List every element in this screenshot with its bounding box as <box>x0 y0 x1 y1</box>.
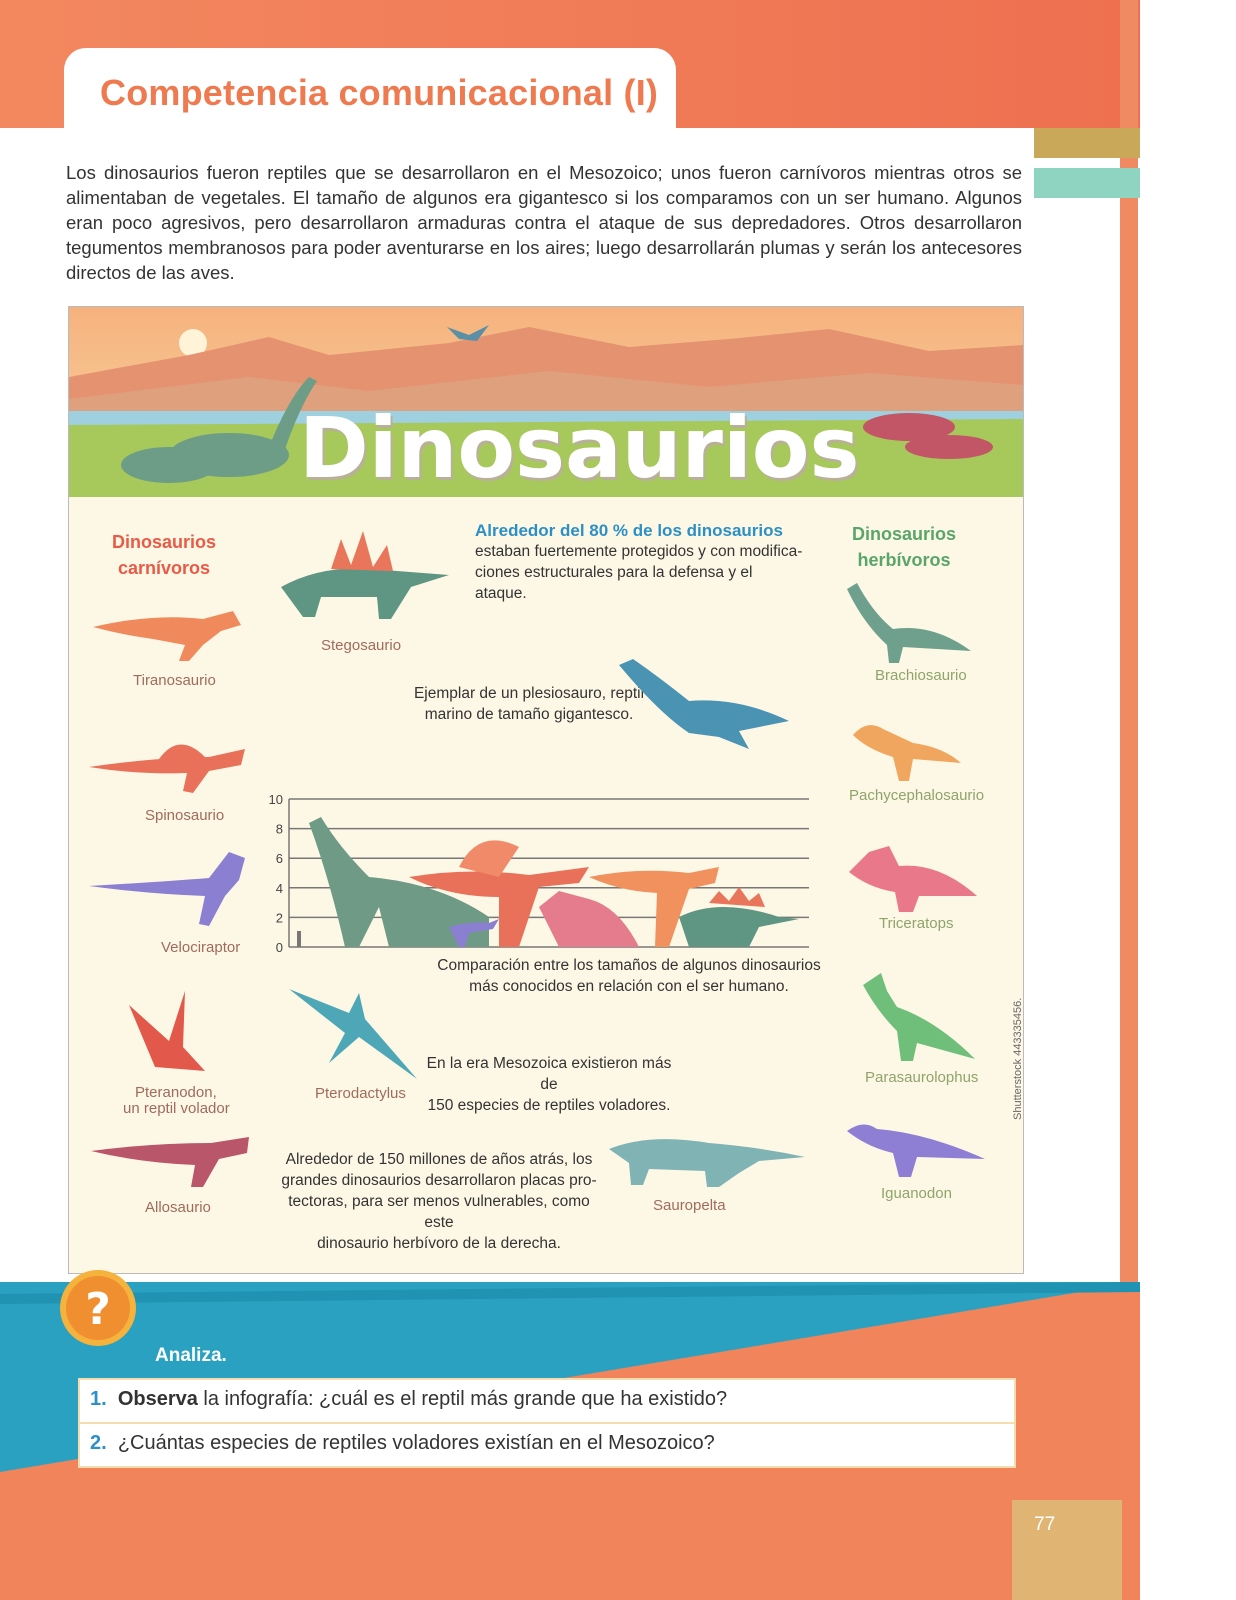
triceratops-icon <box>849 842 979 914</box>
armor-line3: tectoras, para ser menos vulnerables, como este <box>288 1193 590 1231</box>
question-2-number: 2. <box>90 1432 107 1454</box>
label-velociraptor: Velociraptor <box>161 939 241 956</box>
label-pteranodon: Pteranodon, <box>135 1084 217 1101</box>
sauropelta-icon <box>609 1133 809 1189</box>
plesiosaur-line1: Ejemplar de un plesiosauro, reptil <box>413 685 645 702</box>
label-tiranosaurio: Tiranosaurio <box>133 672 216 689</box>
page-number-box <box>1012 1500 1122 1600</box>
chart-y-ticks <box>269 792 283 955</box>
label-triceratops: Triceratops <box>879 915 954 932</box>
herbivores-heading-line1: Dinosaurios <box>851 524 957 544</box>
chart-triceratops <box>539 891 639 947</box>
label-pterodactylus: Pterodactylus <box>315 1085 406 1102</box>
decor-bar-teal <box>1034 168 1140 198</box>
y-tick-label: 6 <box>275 851 283 867</box>
page-number: 77 <box>1034 1514 1056 1535</box>
herbivores-heading <box>849 521 959 573</box>
armor-line2: grandes dinosaurios desarrollaron placas pro- <box>281 1172 597 1189</box>
label-spinosaurio: Spinosaurio <box>145 807 225 824</box>
plesiosaur-note <box>409 683 649 725</box>
allosaurus-icon <box>91 1129 251 1191</box>
label-sauropelta: Sauropelta <box>653 1197 726 1214</box>
chart-caption-line2: más conocidos en relación con el ser humano. <box>469 978 789 995</box>
tyrannosaurus-icon <box>93 605 243 665</box>
label-brachiosaurio: Brachiosaurio <box>875 667 967 684</box>
y-tick-label: 2 <box>275 910 283 926</box>
intro-paragraph: Los dinosaurios fueron reptiles que se desarrollaron en el Mesozoico; unos fueron carnívoros mientras otros se alimentaban de vegetales. El tamaño de algunos era gigantesco si los comparamos con un ser humano. Algunos eran poco agresivos, pero desarrollaron armaduras contra el ataque de sus depredadores. Otros desarrollaron tegumentos membranosos para poder aventurarse en los aires; luego desarrollarán plumas y serán los antecesores directos de las aves. <box>66 162 1022 283</box>
protection-line3: ciones estructurales para la defensa y el ataque. <box>475 564 753 602</box>
question-2-text: ¿Cuántas especies de reptiles voladores existían en el Mesozoico? <box>117 1432 715 1454</box>
armor-note <box>279 1149 599 1254</box>
flying-line2: 150 especies de reptiles voladores. <box>427 1097 671 1114</box>
label-stegosaurio: Stegosaurio <box>321 637 402 654</box>
flying-reptiles-note <box>419 1053 679 1116</box>
parasaurolophus-icon <box>857 971 977 1063</box>
herbivores-heading-line2: herbívoros <box>857 550 951 570</box>
carnivores-heading <box>109 529 219 581</box>
pterodactylus-icon <box>289 983 419 1079</box>
y-tick-label: 8 <box>275 821 283 837</box>
spinosaurus-icon <box>89 727 249 797</box>
label-iguanodon: Iguanodon <box>881 1185 952 1202</box>
plesiosaur-icon <box>619 657 799 753</box>
chart-caption <box>409 955 849 997</box>
image-credit: Shutterstock 443335456. <box>1012 997 1024 1120</box>
pachycephalosaurus-icon <box>853 719 963 785</box>
carnivores-heading-line2: carnívoros <box>117 558 211 578</box>
velociraptor-icon <box>89 852 249 932</box>
label-pachycephalosaurio: Pachycephalosaurio <box>849 787 985 804</box>
infographic <box>68 306 1024 1274</box>
protection-note <box>475 521 805 604</box>
question-1-bold: Observa <box>117 1388 198 1410</box>
plesiosaur-line2: marino de tamaño gigantesco. <box>424 706 634 723</box>
y-tick-label: 10 <box>268 792 283 807</box>
question-1-text: la infografía: ¿cuál es el reptil más grande que ha existido? <box>197 1388 728 1410</box>
brachiosaurus-icon <box>843 583 973 663</box>
svg-text:?: ? <box>85 1284 111 1335</box>
carnivores-heading-line1: Dinosaurios <box>111 532 217 552</box>
infographic-title: Dinosaurios <box>299 399 860 497</box>
right-orange-band <box>1120 0 1138 1330</box>
chart-stegosaurus <box>679 907 799 947</box>
question-1-number: 1. <box>90 1388 107 1410</box>
size-comparison-chart <box>259 787 819 957</box>
pteranodon-icon <box>125 991 215 1077</box>
chart-human <box>297 931 301 947</box>
y-tick-label: 4 <box>275 880 283 896</box>
armor-line1: Alrededor de 150 millones de años atrás, los <box>285 1151 593 1168</box>
chart-caption-line1: Comparación entre los tamaños de algunos dinosaurios <box>437 957 821 974</box>
chart-dinosaurs <box>297 817 799 947</box>
flying-line1: En la era Mesozoica existieron más de <box>426 1055 672 1093</box>
question-icon <box>58 1268 138 1348</box>
question-2 <box>90 1432 715 1455</box>
y-tick-label: 0 <box>275 940 283 955</box>
page-title: Competencia comunicacional (I) <box>100 72 659 113</box>
analiza-label: Analiza. <box>155 1345 227 1366</box>
label-pteranodon-sub: un reptil volador <box>123 1100 230 1117</box>
armor-line4: dinosaurio herbívoro de la derecha. <box>317 1235 561 1252</box>
stegosaurus-icon <box>281 525 451 621</box>
label-allosaurio: Allosaurio <box>145 1199 211 1216</box>
protection-stat: Alrededor del 80 % de los dinosaurios <box>475 521 783 540</box>
label-parasaurolophus: Parasaurolophus <box>865 1069 979 1086</box>
decor-bar-gold <box>1034 128 1140 158</box>
protection-line2: estaban fuertemente protegidos y con modifica- <box>475 543 803 560</box>
question-1 <box>90 1388 727 1411</box>
iguanodon-icon <box>847 1119 987 1181</box>
